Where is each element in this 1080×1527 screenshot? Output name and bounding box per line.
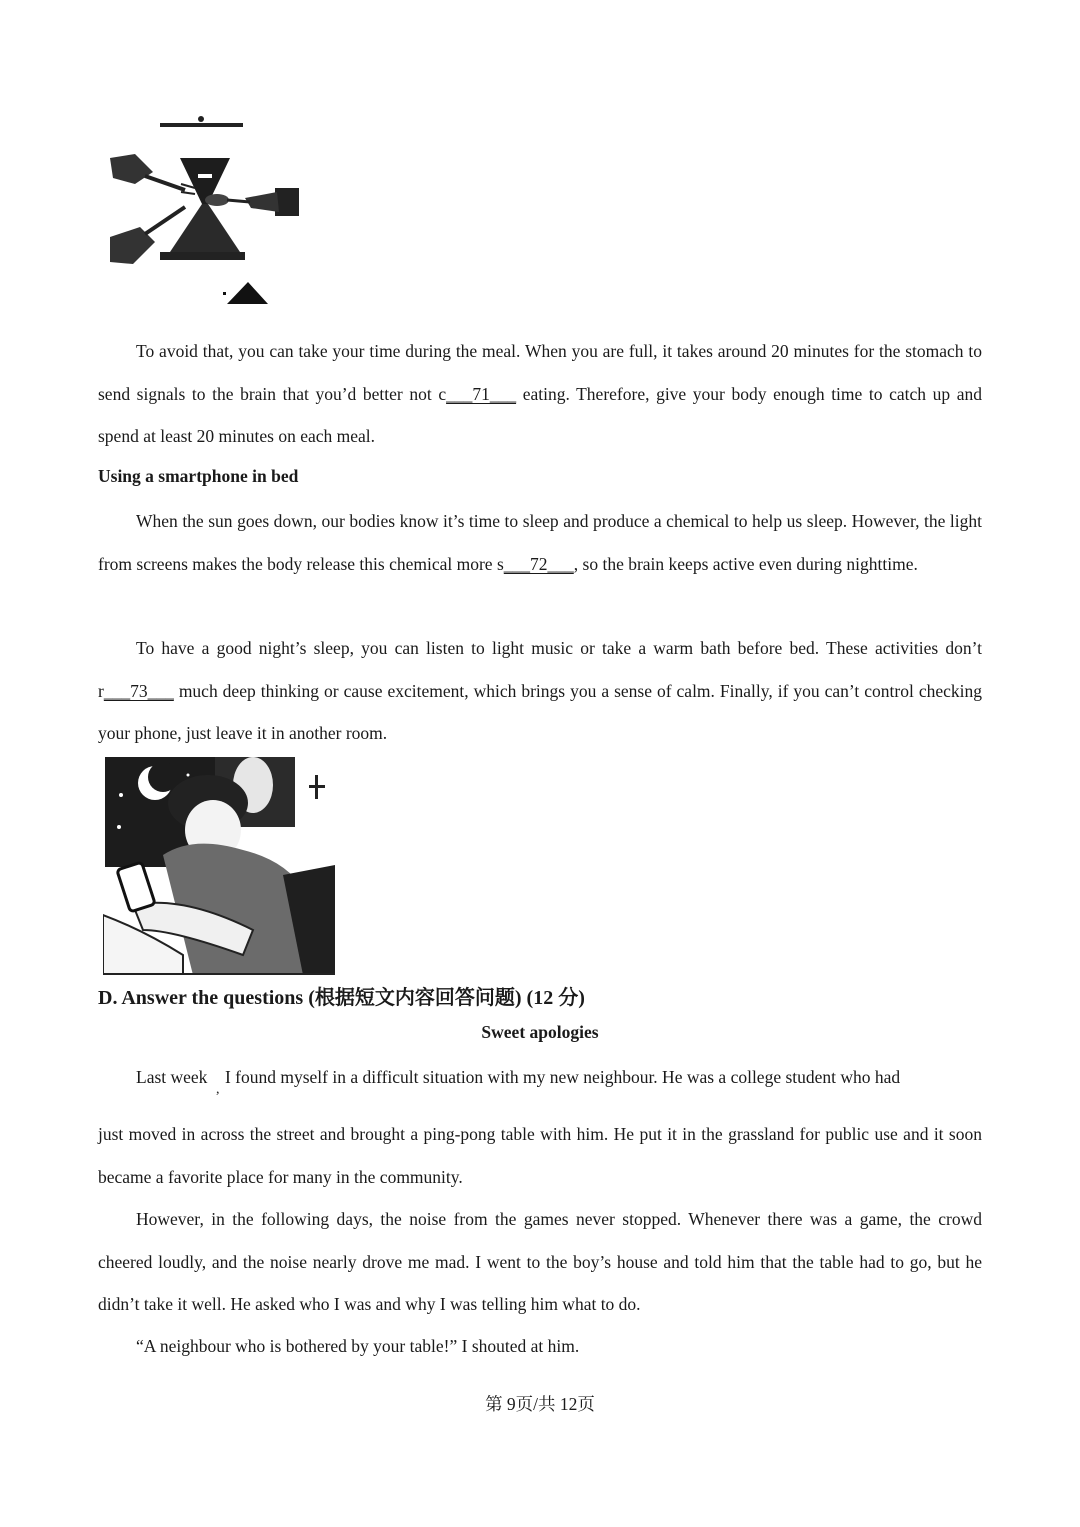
section-d-title: D. Answer the questions (根据短文内容回答问题) (12 分) (98, 987, 585, 1009)
smartphone-in-bed-illustration (103, 755, 335, 975)
subheading-smartphone: Using a smartphone in bed (98, 466, 299, 486)
paragraph-last-week: Last week I found myself in a difficult situation with my new neighbour. He was a college student who had (136, 1067, 901, 1087)
blank-73[interactable]: ___73___ (103, 680, 174, 701)
blank-71[interactable]: ___71___ (446, 383, 517, 404)
paragraph-good-sleep: To have a good night’s sleep, you can listen to light music or take a warm bath before bed. These activities don’t r___73___ much deep thinking or cause excitement, which brings you a sense of calm. Finally, if you can’t control checking your phone, just leave it in another room. (98, 638, 982, 743)
blank-72[interactable]: ___72___ (503, 553, 574, 574)
page-number-footer: 第 9页/共 12页 (485, 1394, 595, 1414)
paragraph-shouted: “A neighbour who is bothered by your table!” I shouted at him. (136, 1336, 580, 1356)
article-title: Sweet apologies (481, 1022, 599, 1042)
stray-comma: , (216, 1082, 220, 1097)
paragraph-eating-time: To avoid that, you can take your time during the meal. When you are full, it takes around 20 minutes for the stomach to send signals to the brain that you’d better not c___71___ eating. Therefore, give your body enough time to catch up and spend at least 20 minutes on each meal. (98, 341, 982, 446)
paragraph-noise: However, in the following days, the noise from the games never stopped. Whenever there was a game, the crowd cheered loudly, and the noise nearly drove me mad. I went to the boy’s house and told him that the table had to go, but he didn’t take it well. He asked who I was and why I was telling him what to do. (98, 1209, 982, 1314)
paragraph-screen-light: When the sun goes down, our bodies know it’s time to sleep and produce a chemical to help us sleep. However, the light from screens makes the body release this chemical more s___72___, so the brain keeps active even during nighttime. (98, 511, 982, 574)
hourglass-eating-illustration (105, 112, 305, 312)
paragraph-ping-pong-table: just moved in across the street and brought a ping-pong table with him. He put it in the grassland for public use and it soon became a favorite place for many in the community. (98, 1124, 982, 1187)
